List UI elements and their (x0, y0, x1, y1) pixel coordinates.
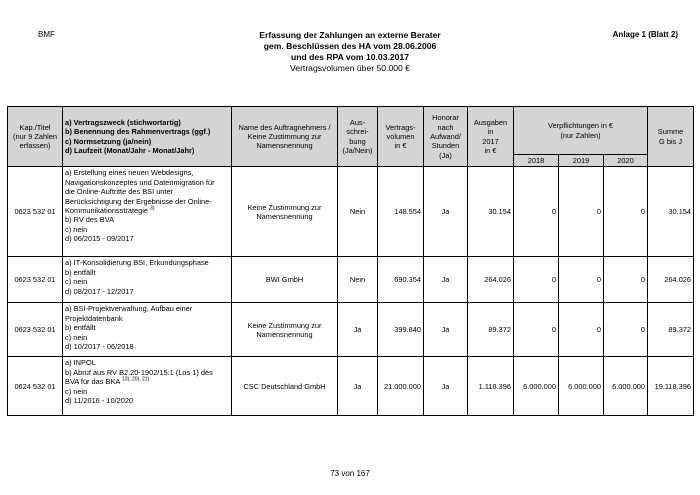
cell-2020: 6.000.000 (604, 357, 648, 416)
table-row (8, 357, 694, 416)
cell-purpose: a) INPOL b) Abruf aus RV B2.20-1902/15:1 (Los 1) des BVA für das BKA $^{13), 20), 21)}$ c) nein d) 11/2016 - 10/2020 (63, 357, 232, 416)
header-spend-2017: Ausgaben in 2017 in € (468, 107, 514, 167)
header-year-2019: 2019 (559, 155, 604, 167)
header-kap-titel: Kap./Titel (nur 9 Zahlen erfassen) (8, 107, 63, 167)
footnote-ref: 3) (150, 205, 155, 212)
table-row (8, 303, 694, 357)
table-row (8, 167, 694, 257)
title-line: und des RPA vom 10.03.2017 (291, 52, 409, 62)
table-row (8, 257, 694, 303)
cell-2018: 0 (514, 303, 559, 357)
cell-2019: 0 (559, 303, 604, 357)
cell-spend: 264.026 (468, 257, 514, 303)
cell-kap: 0624 532 01 (8, 357, 63, 416)
cell-contractor: CSC Deutschland GmbH (232, 357, 338, 416)
cell-2019: 0 (559, 257, 604, 303)
cell-fee: Ja (424, 257, 468, 303)
cell-2018: 6.000.000 (514, 357, 559, 416)
cell-2019: 0 (559, 167, 604, 257)
cell-tender: Nein (338, 257, 378, 303)
cell-2020: 0 (604, 167, 648, 257)
header-left-label: BMF (38, 30, 55, 39)
cell-volume: 148.554 (378, 167, 424, 257)
cell-fee: Ja (424, 303, 468, 357)
title-line: gem. Beschlüssen des HA vom 28.06.2006 (263, 41, 437, 51)
cell-purpose: a) BSI-Projektverwaltung, Aufbau einer Projektdatenbank b) entfällt c) nein d) 10/2017 - 06/2018 (63, 303, 232, 357)
header-contractor: Name des Auftragnehmers / Keine Zustimmung zur Namensnennung (232, 107, 338, 167)
cell-fee: Ja (424, 167, 468, 257)
footnote-ref: 13), 20), 21) (121, 376, 150, 383)
cell-2018: 0 (514, 167, 559, 257)
cell-purpose: a) Erstellung eines neuen Webdesigns, Navigationskonzeptes und Datenmigration für die Online-Auftritte des BSI unter Berücksichtigung der Ergebnisse der Online- Kommunikationsstrategie $^{3)}$ b) RV des BVA c) nein d) 06/2015 - 09/2017 (63, 167, 232, 257)
cell-volume: 399.840 (378, 303, 424, 357)
cell-kap: 0623 532 01 (8, 303, 63, 357)
header-year-2020: 2020 (604, 155, 648, 167)
document-subtitle: Vertragsvolumen über 50.000 € (290, 63, 410, 73)
cell-kap: 0623 532 01 (8, 257, 63, 303)
cell-tender: Nein (338, 167, 378, 257)
cell-contractor: BWI GmbH (232, 257, 338, 303)
header-purpose: a) Vertragszweck (stichwortartig) b) Benennung des Rahmenvertrags (ggf.) c) Normsetzung (ja/nein) d) Laufzeit (Monat/Jahr - Monat/Jahr) (63, 107, 232, 167)
header-tender: Aus- schrei- bung (Ja/Nein) (338, 107, 378, 167)
cell-sum: 19.118.396 (648, 357, 694, 416)
cell-contractor: Keine Zustimmung zur Namensnennung (232, 167, 338, 257)
payments-table (7, 106, 694, 416)
header-sum: Summe G bis J (648, 107, 694, 167)
cell-spend: 30.154 (468, 167, 514, 257)
header-year-2018: 2018 (514, 155, 559, 167)
cell-2020: 0 (604, 303, 648, 357)
cell-2018: 0 (514, 257, 559, 303)
cell-spend: 1.118.396 (468, 357, 514, 416)
page-number: 73 von 167 (330, 469, 370, 478)
cell-tender: Ja (338, 303, 378, 357)
cell-spend: 89.372 (468, 303, 514, 357)
cell-kap: 0623 532 01 (8, 167, 63, 257)
cell-2019: 6.000.000 (559, 357, 604, 416)
header-commitments: Verpflichtungen in € (nur Zahlen) (514, 107, 648, 155)
cell-tender: Ja (338, 357, 378, 416)
header-fee: Honorar nach Aufwand/ Stunden (Ja) (424, 107, 468, 167)
cell-fee: Ja (424, 357, 468, 416)
cell-sum: 89.372 (648, 303, 694, 357)
cell-volume: 690.354 (378, 257, 424, 303)
cell-purpose: a) IT-Konsolidierung BSI, Erkundungsphase b) entfällt c) nein d) 08/2017 - 12/2017 (63, 257, 232, 303)
title-line: Erfassung der Zahlungen an externe Berater (259, 30, 441, 40)
cell-sum: 30.154 (648, 167, 694, 257)
annex-label: Anlage 1 (Blatt 2) (612, 30, 678, 39)
document-title (195, 30, 505, 74)
cell-2020: 0 (604, 257, 648, 303)
cell-contractor: Keine Zustimmung zur Namensnennung (232, 303, 338, 357)
cell-sum: 264.026 (648, 257, 694, 303)
header-volume: Vertrags- volumen in € (378, 107, 424, 167)
cell-volume: 21.000.000 (378, 357, 424, 416)
